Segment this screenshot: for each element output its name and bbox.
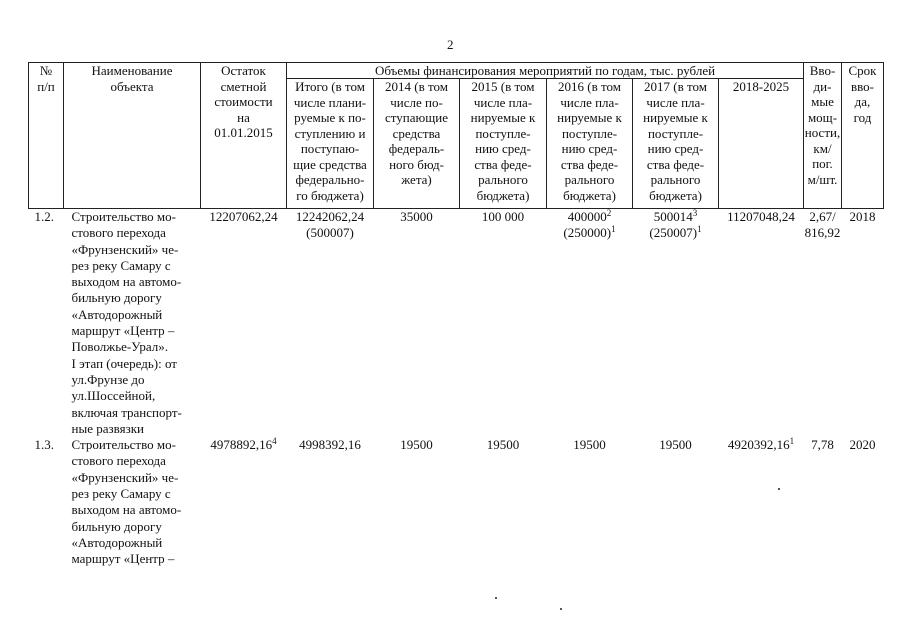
- value-2015: 100 000: [481, 209, 525, 224]
- value-2017: 19500: [659, 437, 692, 453]
- value-2016: 19500: [573, 437, 606, 453]
- value-2015: 19500: [486, 437, 520, 453]
- capacity-value: 7,78: [811, 437, 834, 453]
- header-year-2016: 2016 (в том числе пла- нируемые к поступле- нию сред- ства феде- рального бюджета): [547, 79, 633, 209]
- header-year-2017: 2017 (в том числе пла- нируемые к поступле- нию сред- ства феде- рального бюджета): [633, 79, 719, 209]
- header-year-2015: 2015 (в том числе пла- нируемые к поступле- нию сред- ства феде- рального бюджета): [460, 79, 547, 209]
- row-number: 1.3.: [34, 437, 54, 453]
- deadline-value: 2020: [849, 437, 876, 453]
- total-value: 4998392,16: [299, 437, 361, 453]
- header-total: Итого (в том числе плани- руемые к по- ступлению и поступаю- щие средства федерально- го бюджета): [287, 79, 374, 209]
- value-2017: 500014$^3$ $(250007)^1$: [649, 208, 702, 241]
- value-2016: 400000$^2$ $(250000)^1$: [563, 208, 616, 241]
- table-row: [29, 437, 884, 567]
- header-deadline: Срок вво- да, год: [842, 63, 884, 209]
- table-row: [29, 209, 884, 438]
- scan-speck: [560, 608, 562, 610]
- value-2014: 19500: [400, 437, 433, 453]
- deadline-value: 2018: [849, 209, 876, 224]
- page-number: 2: [447, 37, 454, 52]
- header-number: № п/п: [29, 63, 64, 209]
- header-object-name: Наименование объекта: [64, 63, 201, 209]
- scan-speck: [495, 597, 497, 599]
- capacity-value: 2,67/ 816,92: [804, 209, 841, 241]
- header-years-2018-2025: 2018-2025: [719, 79, 804, 209]
- total-value: 12242062,24 (500007): [295, 209, 365, 241]
- financing-table: [28, 62, 884, 568]
- header-year-2014: 2014 (в том числе по- ступающие средства федераль- ного бюд- жета): [374, 79, 460, 209]
- object-name: Строительство мо- стового перехода «Фрунзенский» че- рез реку Самару с выходом на автомо- бильную дорогу «Автодорожный маршрут «Центр – Поволжье-Урал». I этап (очередь): от ул.Фрунзе до ул.Шоссейной, включая транспорт- ные развязки: [71, 209, 182, 436]
- remaining-cost: 12207062,24: [209, 209, 278, 224]
- scan-speck: [778, 488, 780, 490]
- value-2018-2025: 11207048,24: [727, 209, 795, 224]
- value-2014: 35000: [400, 209, 433, 224]
- value-2018-2025: 4920392,16$^1$: [727, 436, 795, 453]
- row-number: 1.2.: [34, 209, 54, 224]
- object-name: Строительство мо- стового перехода «Фрунзенский» че- рез реку Самару с выходом на автомо- бильную дорогу «Автодорожный маршрут «Центр –: [71, 437, 182, 567]
- header-funding-volumes: Объемы финансирования мероприятий по годам, тыс. рублей: [287, 63, 804, 79]
- header-remaining-cost: Остаток сметной стоимости на 01.01.2015: [201, 63, 287, 209]
- header-capacity: Вво- ди- мые мощ- ности, км/ пог. м/шт.: [804, 63, 842, 209]
- remaining-cost: 4978892,16$^4$: [210, 436, 277, 453]
